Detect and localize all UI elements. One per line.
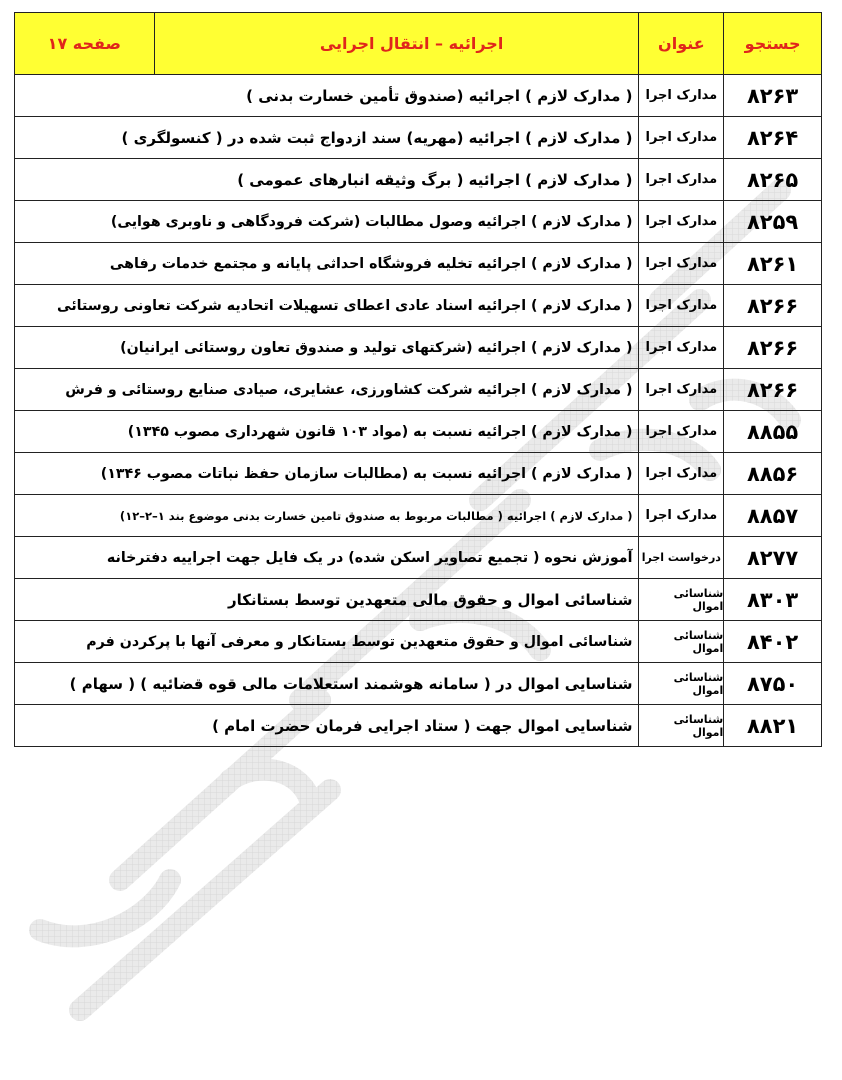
row-code: ۸۷۵۰ xyxy=(723,663,821,704)
row-subject: شناسائی اموال و حقوق مالی متعهدین توسط بستانکار xyxy=(228,590,633,609)
row-subject: ( مدارک لازم ) اجرائیه نسبت به (مواد ۱۰۳ قانون شهرداری مصوب ۱۳۴۵) xyxy=(127,423,633,440)
row-category: مدارک اجرا xyxy=(638,159,723,200)
row-category: مدارک اجرا xyxy=(638,327,723,368)
row-category: شناسائی اموال xyxy=(638,621,723,662)
row-category: شناسائی اموال xyxy=(638,579,723,620)
row-code: ۸۲۶۶ xyxy=(723,369,821,410)
row-category: مدارک اجرا xyxy=(638,411,723,452)
table-row xyxy=(14,117,822,159)
table-row xyxy=(14,285,822,327)
row-subject: شناسایی اموال جهت ( ستاد اجرایی فرمان حضرت امام ) xyxy=(212,716,633,735)
row-code: ۸۲۶۴ xyxy=(723,117,821,158)
row-subject: شناسائی اموال و حقوق متعهدین توسط بستانکار و معرفی آنها با پرکردن فرم xyxy=(86,633,633,650)
row-subject: آموزش نحوه ( تجمیع تصاویر اسکن شده) در یک فایل جهت اجراییه دفترخانه xyxy=(106,549,633,566)
row-category: مدارک اجرا xyxy=(638,369,723,410)
table-row xyxy=(14,705,822,747)
table-row xyxy=(14,663,822,705)
table-row xyxy=(14,621,822,663)
row-category: مدارک اجرا xyxy=(638,243,723,284)
row-subject: ( مدارک لازم ) اجرائیه نسبت به (مطالبات سازمان حفظ نباتات مصوب ۱۳۴۶) xyxy=(100,465,633,482)
table-row xyxy=(14,75,822,117)
table-row xyxy=(14,159,822,201)
row-subject: ( مدارک لازم ) اجرائیه اسناد عادی اعطای تسهیلات اتحادیه شرکت تعاونی روستائی xyxy=(56,297,633,314)
row-code: ۸۴۰۲ xyxy=(723,621,821,662)
table-row xyxy=(14,201,822,243)
row-category: مدارک اجرا xyxy=(638,495,723,536)
table-row xyxy=(14,411,822,453)
row-category: شناسائی اموال xyxy=(638,663,723,704)
header-page-number: صفحه ۱۷ xyxy=(47,34,121,53)
row-subject: شناسایی اموال در ( سامانه هوشمند استعلامات مالی قوه قضائیه ) ( سهام ) xyxy=(69,674,633,693)
row-subject: ( مدارک لازم ) اجرائیه وصول مطالبات (شرکت فرودگاهی و ناوبری هوایی) xyxy=(110,213,633,230)
row-category: مدارک اجرا xyxy=(638,117,723,158)
row-code: ۸۸۲۱ xyxy=(723,705,821,746)
row-code: ۸۲۷۷ xyxy=(723,537,821,578)
row-code: ۸۸۵۵ xyxy=(723,411,821,452)
row-subject: ( مدارک لازم ) اجرائیه تخلیه فروشگاه احداثی پایانه و مجتمع خدمات رفاهی xyxy=(109,255,633,272)
row-category: مدارک اجرا xyxy=(638,285,723,326)
row-code: ۸۸۵۶ xyxy=(723,453,821,494)
row-code: ۸۳۰۳ xyxy=(723,579,821,620)
row-category: مدارک اجرا xyxy=(638,453,723,494)
row-category: شناسائی اموال xyxy=(638,705,723,746)
row-code: ۸۲۶۳ xyxy=(723,75,821,116)
row-subject: ( مدارک لازم ) اجرائیه شرکت کشاورزی، عشایری، صیادی صنایع روستائی و فرش xyxy=(65,381,633,398)
row-code: ۸۲۶۵ xyxy=(723,159,821,200)
header-category: عنوان xyxy=(638,13,723,74)
row-category: مدارک اجرا xyxy=(638,75,723,116)
table-row xyxy=(14,327,822,369)
row-subject: ( مدارک لازم ) اجرائیه (مهریه) سند ازدواج ثبت شده در ( کنسولگری ) xyxy=(121,128,633,147)
header-subject: اجرائیه – انتقال اجرایی xyxy=(154,13,639,74)
table-row xyxy=(14,243,822,285)
row-code: ۸۲۶۶ xyxy=(723,327,821,368)
table-row xyxy=(14,495,822,537)
header-code: جستجو xyxy=(723,13,821,74)
row-subject: ( مدارک لازم ) اجرائیه ( مطالبات مربوط به صندوق تامین خسارت بدنی موضوع بند ۱–۲–۱۲) xyxy=(119,508,633,523)
row-code: ۸۲۵۹ xyxy=(723,201,821,242)
table-row xyxy=(14,369,822,411)
row-code: ۸۲۶۶ xyxy=(723,285,821,326)
index-table xyxy=(14,12,822,747)
table-row xyxy=(14,579,822,621)
row-subject: ( مدارک لازم ) اجرائیه ( برگ وثیقه انبارهای عمومی ) xyxy=(237,170,633,189)
table-row xyxy=(14,453,822,495)
row-category: درخواست اجرا xyxy=(638,537,723,578)
row-code: ۸۸۵۷ xyxy=(723,495,821,536)
table-row xyxy=(14,537,822,579)
row-subject: ( مدارک لازم ) اجرائیه (شرکتهای تولید و صندوق تعاون روستائی ایرانیان) xyxy=(120,339,633,356)
table-header xyxy=(14,12,822,75)
row-category: مدارک اجرا xyxy=(638,201,723,242)
row-subject: ( مدارک لازم ) اجرائیه (صندوق تأمین خسارت بدنی ) xyxy=(246,86,633,105)
row-code: ۸۲۶۱ xyxy=(723,243,821,284)
